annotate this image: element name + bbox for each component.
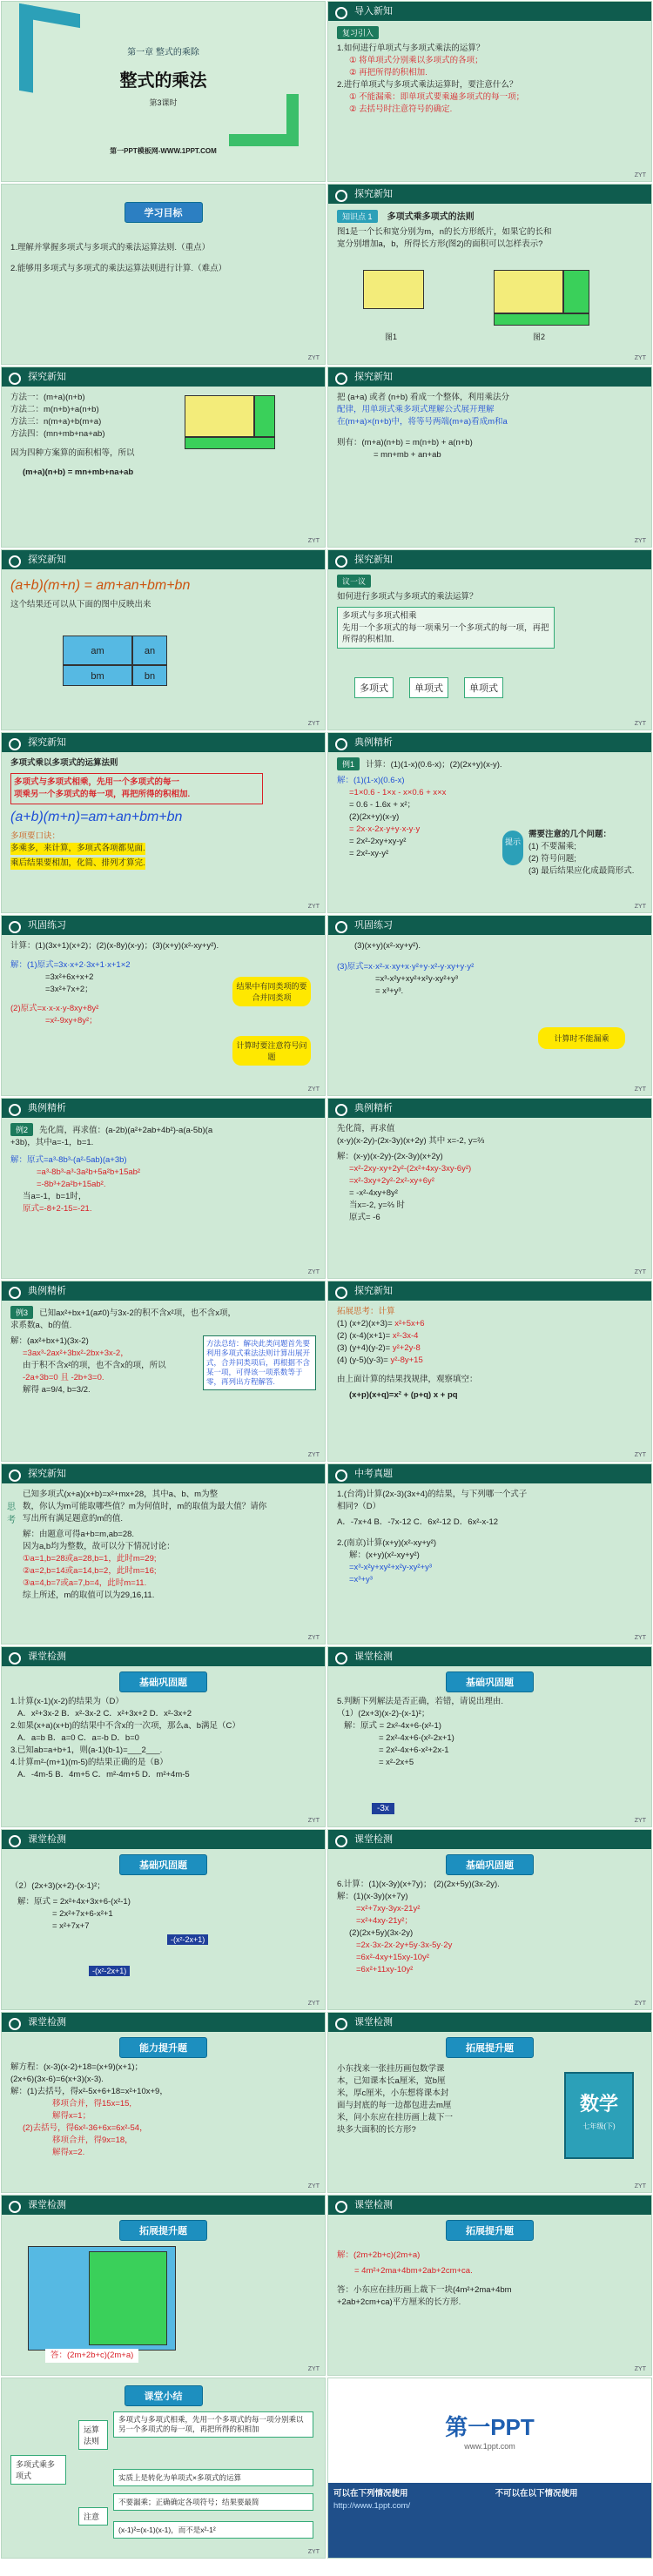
chk3-a1: 解：原式 = 2x²+4x+3x+6-(x²-1) [17, 1897, 131, 1907]
ext-v2: x²-3x-4 [392, 1331, 419, 1341]
review-a2: ② 再把所得的积相加. [349, 68, 427, 77]
page-num: ZYT [634, 538, 646, 544]
page-num: ZYT [307, 1452, 320, 1458]
figure-2-green [563, 270, 589, 313]
chk4-q: 6.计算：(1)(x-3y)(x+7y)； (2)(2x+5y)(3x-2y). [337, 1880, 500, 1889]
cover-title: 整式的乘法 [119, 71, 207, 91]
ex1-a2: = 0.6 - 1.6x + x²； [349, 800, 416, 810]
slide-header: 导入新知 [328, 2, 651, 21]
ex3-q1: 已知ax²+bx+1(a≠0)与3x-2的积不含x²项，也不含x项， [39, 1308, 236, 1318]
slide-header: 课堂检测 [2, 2013, 325, 2032]
pr2-a1: (3)原式=x·x²-x·xy+x·y²+y·x²-y·xy+y·y² [337, 962, 475, 972]
think-a6: 综上所述，m的取值可以为29,16,11. [23, 1591, 155, 1600]
summary-center: 多项式乘多项式 [10, 2455, 66, 2485]
ex2-q1: 先化简，再求值：(a-2b)(a²+2ab+4b²)-a(a-5b)(a [39, 1126, 213, 1135]
slide-extension [327, 1281, 652, 1462]
ex1-a4: = 2x·x-2x·y+y·x-y·y [349, 824, 421, 834]
cell-an [132, 636, 167, 665]
page-num: ZYT [307, 1635, 320, 1641]
ext-row-1 [337, 1318, 643, 1330]
page-num: ZYT [634, 2366, 646, 2372]
cell-am [63, 636, 132, 665]
review-a3: ① 不能漏乘：即单项式要乘遍多项式的每一项； [349, 92, 525, 102]
think-q2: 数，你认为m可能取哪些值？m为何值时，m的取值为最大值？请你 [23, 1502, 267, 1511]
slide-header: 课堂检测 [328, 1830, 651, 1849]
level-banner: 基础巩固题 [119, 1854, 207, 1875]
chk4-a4: =2x·3x-2x·2y+5y·3x-5y·2y [356, 1940, 453, 1950]
slide-header: 探究新知 [328, 550, 651, 569]
slide-rule [1, 732, 326, 913]
level-banner: 基础巩固题 [446, 1671, 534, 1692]
chk3-q: （2）(2x+3)(x+2)-(x-1)²； [10, 1881, 105, 1891]
rule-r2: 项乘另一个多项式的每一项，再把所得的积相加. [14, 790, 191, 799]
level-banner: 能力提升题 [119, 2037, 207, 2058]
chk2-a2: = 2x²-4x+6-(x²-2x+1) [379, 1733, 454, 1743]
slide-methods [1, 367, 326, 548]
slide-summary [1, 2378, 326, 2559]
pr1-a1: 解：(1)原式=3x·x+2·3x+1·x+1×2 [10, 960, 131, 970]
page-num: ZYT [307, 904, 320, 910]
slide-header: 典例精析 [2, 1281, 325, 1301]
ext-v1: x²+5x+6 [394, 1319, 425, 1328]
slide-header: 典例精析 [328, 733, 651, 752]
method-3: 方法三：n(m+a)+b(m+a) [10, 417, 102, 427]
ex2-a2: =a³-8b³-a³-3a²b+5a²b+15ab² [37, 1167, 141, 1177]
callout-merge: 结果中有同类项的要合并同类项 [232, 977, 311, 1006]
ex2-a1: 解：原式=a³-8b³-(a²-5ab)(a+3b) [10, 1155, 127, 1165]
ex2b-p1: (x-y)(x-2y)-(2x-3y)(x+2y) 其中 x=-2, y=⅔ [337, 1136, 485, 1146]
chk2-a1: 解：原式 = 2x²-4x+6-(x²-1) [344, 1721, 441, 1731]
ex3-a2: =3ax³-2ax²+3bx²-2bx+3x-2， [23, 1349, 129, 1358]
figure-2-yellow [494, 270, 563, 313]
discuss-q: 如何进行多项式与多项式的乘法运算？ [337, 592, 478, 602]
cell-bn-label: bn [144, 671, 156, 682]
dist-p4: 则有：(m+a)(n+b) = m(n+b) + a(n+b) [337, 438, 473, 447]
tip-n3: (3) 最后结果应化成最简形式. [528, 866, 635, 876]
page-num: ZYT [307, 2366, 320, 2372]
slide-example-2b [327, 1098, 652, 1279]
page-num: ZYT [307, 355, 320, 361]
chk5-q2: (2x+6)(3x-6)=6(x+3)(x-3). [10, 2075, 104, 2084]
slide-header: 巩固练习 [2, 916, 325, 935]
slide-header: 探究新知 [328, 1281, 651, 1301]
ex1-a5: = 2x²-2xy+xy-y² [349, 837, 407, 846]
goal-2: 2.能够用多项式与多项式的乘法运算法则进行计算.（难点） [10, 264, 227, 273]
ad-slogan: www.1ppt.com [464, 2442, 515, 2451]
ext-row-2 [337, 1330, 643, 1342]
ex3-a1: 解：(ax²+bx+1)(3x-2) [10, 1336, 89, 1346]
dist-p2: 配律，用单项式乘多项式理解公式展开理解 [337, 405, 495, 414]
slide-header: 典例精析 [328, 1099, 651, 1118]
ext-v3: y²+2y-8 [392, 1343, 421, 1353]
knowledge-tag: 知识点 1 [337, 210, 378, 223]
pr2-a3: = x³+y³. [375, 986, 404, 996]
figure-2-green-b [494, 313, 589, 326]
ex2b-a4: = -x²-4xy+8y² [349, 1188, 398, 1198]
correction-mark-2: -(x²-2x+1) [89, 1966, 130, 1976]
area-green [254, 395, 275, 437]
slide-practice-1 [1, 915, 326, 1096]
summary-note-2: 不要漏乘；正确确定各项符号；结果要最简 [113, 2493, 313, 2511]
tip-n1: (1) 不要漏乘; [528, 842, 576, 851]
intro-p2: 宽分别增加a，b，所得长方形(图2)的面积可以怎样表示? [337, 239, 543, 249]
ex2b-a1: 解：(x-y)(x-2y)-(2x-3y)(x+2y) [337, 1152, 443, 1161]
think-side-label: 思考 [7, 1503, 16, 1525]
slide-check-2 [327, 1646, 652, 1827]
rule-title: 多项式乘以多项式的运算法则 [10, 758, 118, 768]
page-num: ZYT [634, 355, 646, 361]
chk1-o4: A．-4m-5 B．4m+5 C．m²-4m+5 D．m²+4m-5 [17, 1770, 190, 1779]
flow-mono-1: 单项式 [409, 677, 448, 698]
page-num: ZYT [307, 1086, 320, 1093]
book-cover [564, 2072, 634, 2159]
exam-q1b: 相同?（D） [337, 1502, 381, 1511]
discuss-box [337, 607, 555, 649]
ex2-a3: =-8b³+2a²b+15ab². [37, 1180, 106, 1189]
formula: (a+b)(m+n) = am+an+bm+bn [10, 578, 191, 593]
cell-bm [63, 665, 132, 686]
tip-n2: (2) 符号问题; [528, 854, 576, 864]
area-green-b [185, 437, 275, 449]
ex3-q2: 求系数a、b的值. [10, 1321, 72, 1330]
chk6-p1: 小东找来一张挂历画包数学课 [337, 2064, 445, 2074]
cell-an-label: an [144, 646, 156, 656]
ex1-a3: (2)(2x+y)(x-y) [349, 812, 400, 822]
ex2b-a5: 当x=-2, y=⅔ 时 [349, 1201, 405, 1210]
chk1-q1: 1.计算(x-1)(x-2)的结果为（D） [10, 1697, 124, 1706]
slide-header: 课堂检测 [2, 1647, 325, 1666]
flow-mono-2: 单项式 [464, 677, 503, 698]
page-num: ZYT [307, 538, 320, 544]
slide-distributive [327, 367, 652, 548]
page-num: ZYT [634, 1818, 646, 1824]
page-num: ZYT [307, 2183, 320, 2189]
slide-check-8 [327, 2195, 652, 2376]
pr2-a0: (3)(x+y)(x²-xy+y²). [354, 941, 421, 951]
correction-mark: -3x [372, 1803, 394, 1814]
summary-note-3: (x-1)²=(x-1)(x-1)，而不是x²-1² [113, 2521, 313, 2539]
exam-options: A．-7x+4 B．-7x-12 C．6x²-12 D．6x²-x-12 [337, 1517, 499, 1527]
think-a4: ②a=2,b=14或a=14,b=2，此时m=16; [23, 1566, 157, 1576]
intro-p1: 图1是一个长和宽分别为m，n的长方形纸片，如果它的长和 [337, 227, 552, 237]
review-a4: ② 去括号时注意符号的确定. [349, 104, 453, 114]
page-num: ZYT [634, 1269, 646, 1275]
tip-badge: 提示 [502, 831, 523, 865]
page-num: ZYT [634, 2001, 646, 2007]
slide-cover [1, 1, 326, 182]
chk5-a2: 解得x=1； [52, 2111, 91, 2121]
exam-q1: 1.(台湾)计算(2x-3)(3x+4)的结果，与下列哪一个式子 [337, 1490, 528, 1499]
exam-q2: 2.(南京)计算(x+y)(x²-xy+y²) [337, 1538, 436, 1548]
ex1-q: 计算：(1)(1-x)(0.6-x)；(2)(2x+y)(x-y). [366, 760, 502, 770]
ext-formula: (x+p)(x+q)=x² + (p+q) x + pq [349, 1390, 458, 1400]
ext-prompt: 由上面计算的结果找规律，观察填空： [337, 1375, 478, 1384]
summary-rule-label: 运算法则 [78, 2420, 108, 2450]
level-banner: 拓展提升题 [446, 2220, 534, 2241]
ex2b-p0: 先化简，再求值 [337, 1124, 395, 1133]
chk5-a0: 解：(1)去括号，得x²-5x+6+18=x²+10x+9， [10, 2087, 168, 2096]
chk1-q2: 2.如果(x+a)(x+b)的结果中不含x的一次项，那么a、b满足（C） [10, 1721, 240, 1731]
slide-check-3 [1, 1829, 326, 2010]
slide-example-1 [327, 732, 652, 913]
ext-l1: (1) (x+2)(x+3)= [337, 1319, 393, 1328]
ex2-q2: +3b)，其中a=-1，b=1. [10, 1138, 94, 1147]
slide-check-7 [1, 2195, 326, 2376]
slide-header: 探究新知 [2, 1464, 325, 1483]
knowledge-title: 多项式乘多项式的法则 [387, 212, 475, 222]
chk4-a1: =x²+7xy-3yx-21y² [356, 1904, 421, 1914]
ex3-a3: 由于积不含x²的项，也不含x的项，所以 [23, 1361, 166, 1370]
rhyme-2: 乘后结果要相加，化简、排列才算完. [10, 858, 145, 868]
figure-1-label: 图1 [385, 333, 398, 341]
think-a5: ③a=4,b=7或a=7,b=4，此时m=11. [23, 1578, 147, 1588]
correction-mark-1: -(x²-2x+1) [167, 1934, 208, 1945]
think-q3: 写出所有满足题意的m的值. [23, 1514, 124, 1523]
think-a1: 解：由题意可得a+b=m,ab=28. [23, 1530, 135, 1539]
slide-exam [327, 1463, 652, 1644]
ex3-a4: -2a+3b=0 且 -2b+3=0. [23, 1373, 104, 1382]
ex2b-a6: 原式= -6 [349, 1213, 380, 1222]
ad-link-1[interactable]: http://www.1ppt.com/ [333, 2501, 411, 2511]
chk7-answer: 答：(2m+2b+c)(2m+a) [45, 2349, 138, 2363]
book-title: 数学 [579, 2093, 618, 2115]
page-num: ZYT [634, 2183, 646, 2189]
level-banner: 基础巩固题 [119, 1671, 207, 1692]
slide-review [327, 1, 652, 182]
pr1-a2: =3x²+6x+x+2 [45, 972, 94, 982]
pr2-a2: =x³-x²y+xy²+x²y-xy²+y³ [375, 974, 458, 984]
slide-header: 探究新知 [328, 367, 651, 387]
pr1-a5: =x²-9xy+8y²； [45, 1016, 98, 1026]
chk8-a3: +2ab+2cm+ca)平方厘米的长方形. [337, 2297, 461, 2307]
slide-header: 课堂检测 [328, 1647, 651, 1666]
discuss-tag: 议一议 [337, 575, 371, 588]
chk1-o1: A．x²+3x-2 B．x²-3x-2 C．x²+3x+2 D．x²-3x+2 [17, 1709, 192, 1718]
chk5-a1: 移项合并，得15x=15, [52, 2099, 132, 2109]
ext-v4: y²-8y+15 [390, 1355, 423, 1365]
slide-formula-diagram [1, 549, 326, 730]
slide-header: 中考真题 [328, 1464, 651, 1483]
page-num: ZYT [634, 1452, 646, 1458]
chk6-p4: 面与封底的每一边都包进去m厘 [337, 2101, 452, 2110]
chk4-a2: =x²+4xy-21y²； [356, 1916, 413, 1926]
pr1-a3: =3x²+7x+2； [45, 985, 93, 994]
methods-conclusion: 因为四种方案算的面积相等，所以 [10, 448, 135, 458]
page-num: ZYT [307, 2549, 320, 2555]
method-2: 方法二：m(n+b)+a(n+b) [10, 405, 99, 414]
chk5-q: 解方程：(x-3)(x-2)+18=(x+9)(x+1)； [10, 2062, 144, 2072]
book-grade: 七年级(下) [582, 2122, 616, 2130]
example-tag: 例1 [337, 757, 360, 770]
slide-ad [327, 2378, 652, 2559]
slide-header: 探究新知 [2, 733, 325, 752]
pr1-a4: (2)原式=x·x-x·y-8xy+8y² [10, 1004, 99, 1013]
figure-2-label: 图2 [533, 333, 546, 341]
figure-1 [363, 270, 424, 309]
ad-l2: 不可以在以下情况使用 [495, 2489, 578, 2499]
cell-am-label: am [91, 646, 104, 656]
chk8-a0: 解：(2m+2b+c)(2m+a) [337, 2250, 421, 2260]
rule-r1: 多项式与多项式相乘，先用一个多项式的每一 [14, 777, 180, 787]
rhyme-title: 多项要口诀： [10, 831, 61, 841]
slide-header: 课堂检测 [328, 2196, 651, 2215]
review-q2: 2.进行单项式与多项式乘法运算时，要注意什么？ [337, 80, 518, 90]
chk2-q1: （1）(2x+3)(x-2)-(x-1)²； [337, 1709, 430, 1718]
ext-row-3 [337, 1342, 643, 1355]
method-4: 方法四：(mn+mb+na+ab) [10, 429, 105, 439]
discuss-b2: 先用一个多项式的每一项乘另一个多项式的每一项，再把所得的积相加. [342, 623, 549, 644]
chk6-p2: 本，已知课本长a厘米，宽b厘 [337, 2076, 446, 2086]
chk2-a4: = x²-2x+5 [379, 1758, 414, 1767]
slide-header: 探究新知 [328, 185, 651, 204]
ad-l1: 可以在下列情况使用 [333, 2489, 408, 2499]
slide-header: 探究新知 [2, 550, 325, 569]
ex2-a4: 当a=-1，b=1时， [23, 1192, 87, 1201]
ext-l2: (2) (x-4)(x+1)= [337, 1331, 391, 1341]
rule-formula: (a+b)(m+n)=am+an+bm+bn [10, 810, 183, 824]
pr1-q: 计算：(1)(3x+1)(x+2)；(2)(x-8y)(x-y)；(3)(x+y)(x²-xy+y²). [10, 941, 219, 951]
chk5-a3: (2)去括号，得6x²-36+6x=6x²-54， [23, 2123, 148, 2133]
ex1-a1: =1×0.6 - 1×x - x×0.6 + x×x [349, 788, 447, 797]
ad-logo: 第一PPT [445, 2414, 535, 2440]
goal-1: 1.理解并掌握多项式与多项式的乘法运算法则.（重点） [10, 243, 211, 252]
cover-diagram-inner [89, 2251, 167, 2345]
slide-discuss [327, 549, 652, 730]
page-num: ZYT [307, 1818, 320, 1824]
ext-title: 拓展思考：计算 [337, 1307, 395, 1316]
page-num: ZYT [307, 2001, 320, 2007]
chk6-p3: 米，厚c厘米，小东想将课本封 [337, 2088, 449, 2098]
discuss-b1: 多项式与多项式相乘 [342, 611, 417, 621]
flow-poly: 多项式 [354, 677, 394, 698]
slide-header: 课堂检测 [328, 2013, 651, 2032]
ext-l4: (4) (y-5)(y-3)= [337, 1355, 388, 1365]
example-tag: 例3 [10, 1306, 33, 1319]
page-num: ZYT [634, 1635, 646, 1641]
level-banner: 拓展提升题 [119, 2220, 207, 2241]
review-tag: 复习引入 [337, 26, 379, 39]
chk5-a4: 移项合并，得9x=18， [52, 2135, 133, 2145]
chapter-label: 第一章 整式的乘除 [127, 48, 199, 57]
chk6-p6: 块多大面积的长方形? [337, 2125, 416, 2135]
callout-no-miss: 计算时不能漏乘 [538, 1027, 625, 1049]
rhyme-1: 多乘多，来计算，多项式各项都见面. [10, 844, 145, 853]
chk3-a2: = 2x²+7x+6-x²+1 [52, 1909, 113, 1919]
goals-banner: 学习目标 [125, 202, 203, 223]
callout-sign: 计算时要注意符号问题 [232, 1036, 311, 1066]
ex1-a6: = 2x²-xy-y² [349, 849, 389, 858]
ext-row-4 [337, 1355, 643, 1367]
slide-goals [1, 184, 326, 365]
chk4-a5: =6x²-4xy+15xy-10y² [356, 1953, 429, 1962]
summary-banner: 课堂小结 [125, 2385, 203, 2406]
page-num: ZYT [307, 1269, 320, 1275]
ex1-a0: 解：(1)(1-x)(0.6-x) [337, 776, 405, 785]
slide-header: 探究新知 [2, 367, 325, 387]
ex2-a5: 原式=-8+2-15=-21. [23, 1204, 92, 1214]
slide-header: 典例精析 [2, 1099, 325, 1118]
review-a1: ① 将单项式分别乘以多项式的各项； [349, 56, 483, 65]
chk5-a5: 解得x=2. [52, 2148, 85, 2157]
slide-practice-2 [327, 915, 652, 1096]
page-num: ZYT [634, 904, 646, 910]
summary-rule-text: 多项式与多项式相乘，先用一个多项式的每一项分别乘以另一个多项式的每一项，再把所得的积相加 [113, 2411, 313, 2438]
slide-check-6 [327, 2012, 652, 2193]
think-q1: 已知多项式(x+a)(x+b)=x²+mx+28，其中a、b、m为整 [23, 1490, 219, 1499]
cover-subtitle: 第3课时 [149, 98, 178, 107]
methods-equation: (m+a)(n+b) = mn+mb+na+ab [23, 467, 134, 477]
slide-check-4 [327, 1829, 652, 2010]
chk3-a3: = x²+7x+7 [52, 1921, 90, 1931]
ext-l3: (3) (y+4)(y-2)= [337, 1343, 391, 1353]
chk4-a3: (2)(2x+5y)(3x-2y) [349, 1928, 414, 1938]
level-banner: 基础巩固题 [446, 1854, 534, 1875]
page-num: ZYT [634, 172, 646, 178]
chk1-q3: 3.已知ab=a+b+1，则(a-1)(b-1)=___2___. [10, 1745, 163, 1755]
slide-header: 巩固练习 [328, 916, 651, 935]
level-banner: 拓展提升题 [446, 2037, 534, 2058]
chk8-a2: 答：小东应在挂历画上裁下一块(4m²+2ma+4bm [337, 2285, 512, 2295]
chk6-p5: 米，问小东应在挂历画上裁下一 [337, 2113, 454, 2122]
think-a2: 因为a,b均为整数，故可以分下情况讨论： [23, 1542, 175, 1551]
tip-n0: 需要注意的几个问题： [528, 830, 612, 839]
slide-example-3 [1, 1281, 326, 1462]
chk4-a0: 解：(1)(x-3y)(x+7y) [337, 1892, 408, 1901]
summary-note-1: 实质上是转化为单项式×多项式的运算 [113, 2469, 313, 2486]
slide-check-1 [1, 1646, 326, 1827]
dist-p3: 在(m+a)×(n+b)中，将等号两端(m+a)看成m和a [337, 417, 508, 427]
slide-example-2 [1, 1098, 326, 1279]
cell-bn [132, 665, 167, 686]
review-q1: 1.如何进行单项式与多项式乘法的运算？ [337, 44, 485, 53]
slide-header: 课堂检测 [2, 2196, 325, 2215]
ex2b-a3: =x²-3xy+2y²-2x²-xy+6y² [349, 1176, 434, 1186]
dist-p5: = mn+mb + an+ab [374, 450, 441, 460]
page-num: ZYT [634, 1086, 646, 1093]
cover-site: 第一PPT模板网-WWW.1PPT.COM [110, 147, 217, 155]
method-summary: 方法总结：解决此类问题首先要利用多项式乘法法则计算出展开式，合并同类项后，再根据不含某一项，可得该一项系数等于零，再列出方程解答. [203, 1335, 316, 1390]
chk1-o2: A．a=b B．a=0 C．a=-b D．b=0 [17, 1733, 139, 1743]
cell-bm-label: bm [91, 671, 104, 682]
exam-a2: =x³-x²y+xy²+x²y-xy²+y³ [349, 1563, 432, 1572]
formula-caption: 这个结果还可以从下面的图中反映出来 [10, 600, 151, 609]
exam-a3: =x³+y³ [349, 1575, 373, 1584]
method-1: 方法一：(m+a)(n+b) [10, 393, 85, 402]
page-num: ZYT [307, 721, 320, 727]
chk2-a3: = 2x²-4x+6-x²+2x-1 [379, 1745, 449, 1755]
chk1-q4: 4.计算m²-(m+1)(m-5)的结果正确的是（B） [10, 1758, 168, 1767]
exam-a1: 解：(x+y)(x²-xy+y²) [349, 1550, 420, 1560]
slide-rule-intro [327, 184, 652, 365]
slide-think [1, 1463, 326, 1644]
ex2b-a2: =x²-2xy-xy+2y²-(2x²+4xy-3xy-6y²) [349, 1164, 472, 1174]
chk8-a1: = 4m²+2ma+4bm+2ab+2cm+ca. [354, 2266, 473, 2276]
think-a3: ①a=1,b=28或a=28,b=1，此时m=29; [23, 1554, 157, 1564]
slide-header: 课堂检测 [2, 1830, 325, 1849]
chk4-a6: =6x²+11xy-10y² [356, 1965, 414, 1974]
summary-note-label: 注意 [78, 2507, 108, 2526]
slide-check-5 [1, 2012, 326, 2193]
page-num: ZYT [634, 721, 646, 727]
chk2-q: 5.判断下列解法是否正确，若错，请说出理由. [337, 1697, 504, 1706]
dist-p1: 把 (a+a) 或者 (n+b) 看成一个整体，利用乘法分 [337, 393, 509, 402]
area-yellow [185, 395, 254, 437]
ex3-a5: 解得 a=9/4, b=3/2. [23, 1385, 91, 1395]
example-tag: 例2 [10, 1123, 33, 1136]
